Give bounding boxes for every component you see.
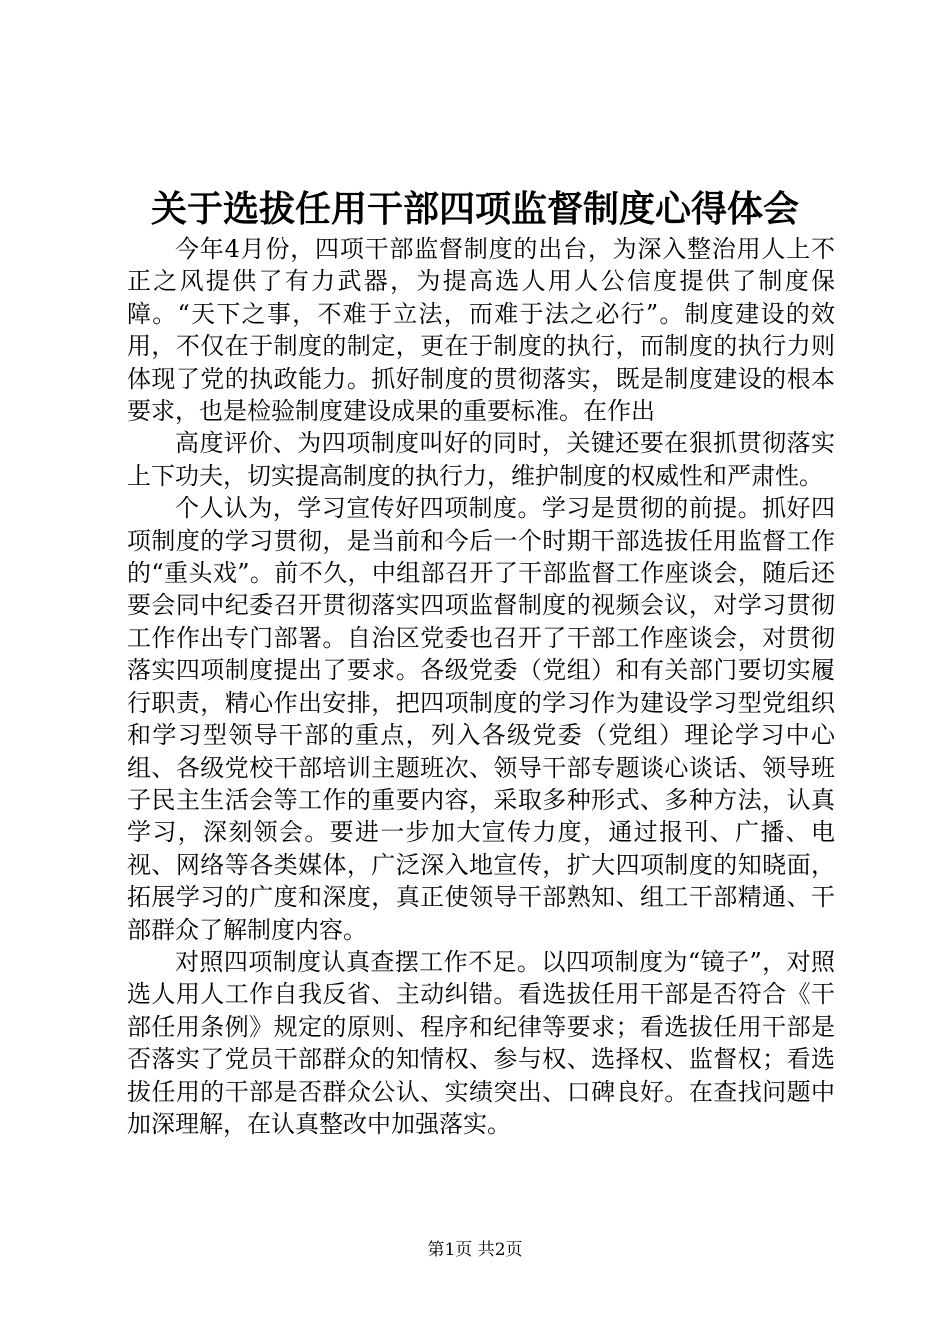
paragraph-2: 高度评价、为四项制度叫好的同时，关键还要在狠抓贯彻落实上下功夫，切实提高制度的执行力，维护制度的权威性和严肃性。 bbox=[127, 429, 835, 490]
document-body bbox=[127, 233, 835, 1140]
paragraph-4: 对照四项制度认真查摆工作不足。以四项制度为“镜子”，对照选人用人工作自我反省、主动纠错。看选拔任用干部是否符合《干部任用条例》规定的原则、程序和纪律等要求；看选拔任用干部是否落实了党员干部群众的知情权、参与权、选择权、监督权；看选拔任用的干部是否群众公认、实绩突出、口碑良好。在查找问题中加深理解，在认真整改中加强落实。 bbox=[127, 947, 835, 1138]
paragraph-3: 个人认为，学习宣传好四项制度。学习是贯彻的前提。抓好四项制度的学习贯彻，是当前和今后一个时期干部选拔任用监督工作的“重头戏”。前不久，中组部召开了干部监督工作座谈会，随后还要会同中纪委召开贯彻落实四项监督制度的视频会议，对学习贯彻工作作出专门部署。自治区党委也召开了干部工作座谈会，对贯彻落实四项制度提出了要求。各级党委（党组）和有关部门要切实履行职责，精心作出安排，把四项制度的学习作为建设学习型党组织和学习型领导干部的重点，列入各级党委（党组）理论学习中心组、各级党校干部培训主题班次、领导干部专题谈心谈话、领导班子民主生活会等工作的重要内容，采取多种形式、多种方法，认真学习，深刻领会。要进一步加大宣传力度，通过报刊、广播、电视、网络等各类媒体，广泛深入地宣传，扩大四项制度的知晓面，拓展学习的广度和深度，真正使领导干部熟知、组工干部精通、干部群众了解制度内容。 bbox=[127, 494, 835, 944]
page-footer: 第1页 共2页 bbox=[427, 1240, 523, 1260]
paragraph-1: 今年4月份，四项干部监督制度的出台，为深入整治用人上不正之风提供了有力武器，为提高选人用人公信度提供了制度保障。“天下之事，不难于立法，而难于法之必行”。制度建设的效用，不仅在于制度的制定，更在于制度的执行，而制度的执行力则体现了党的执政能力。抓好制度的贯彻落实，既是制度建设的根本要求，也是检验制度建设成果的重要标准。在作出 bbox=[127, 235, 835, 426]
document-title: 关于选拔任用干部四项监督制度心得体会 bbox=[150, 188, 799, 230]
